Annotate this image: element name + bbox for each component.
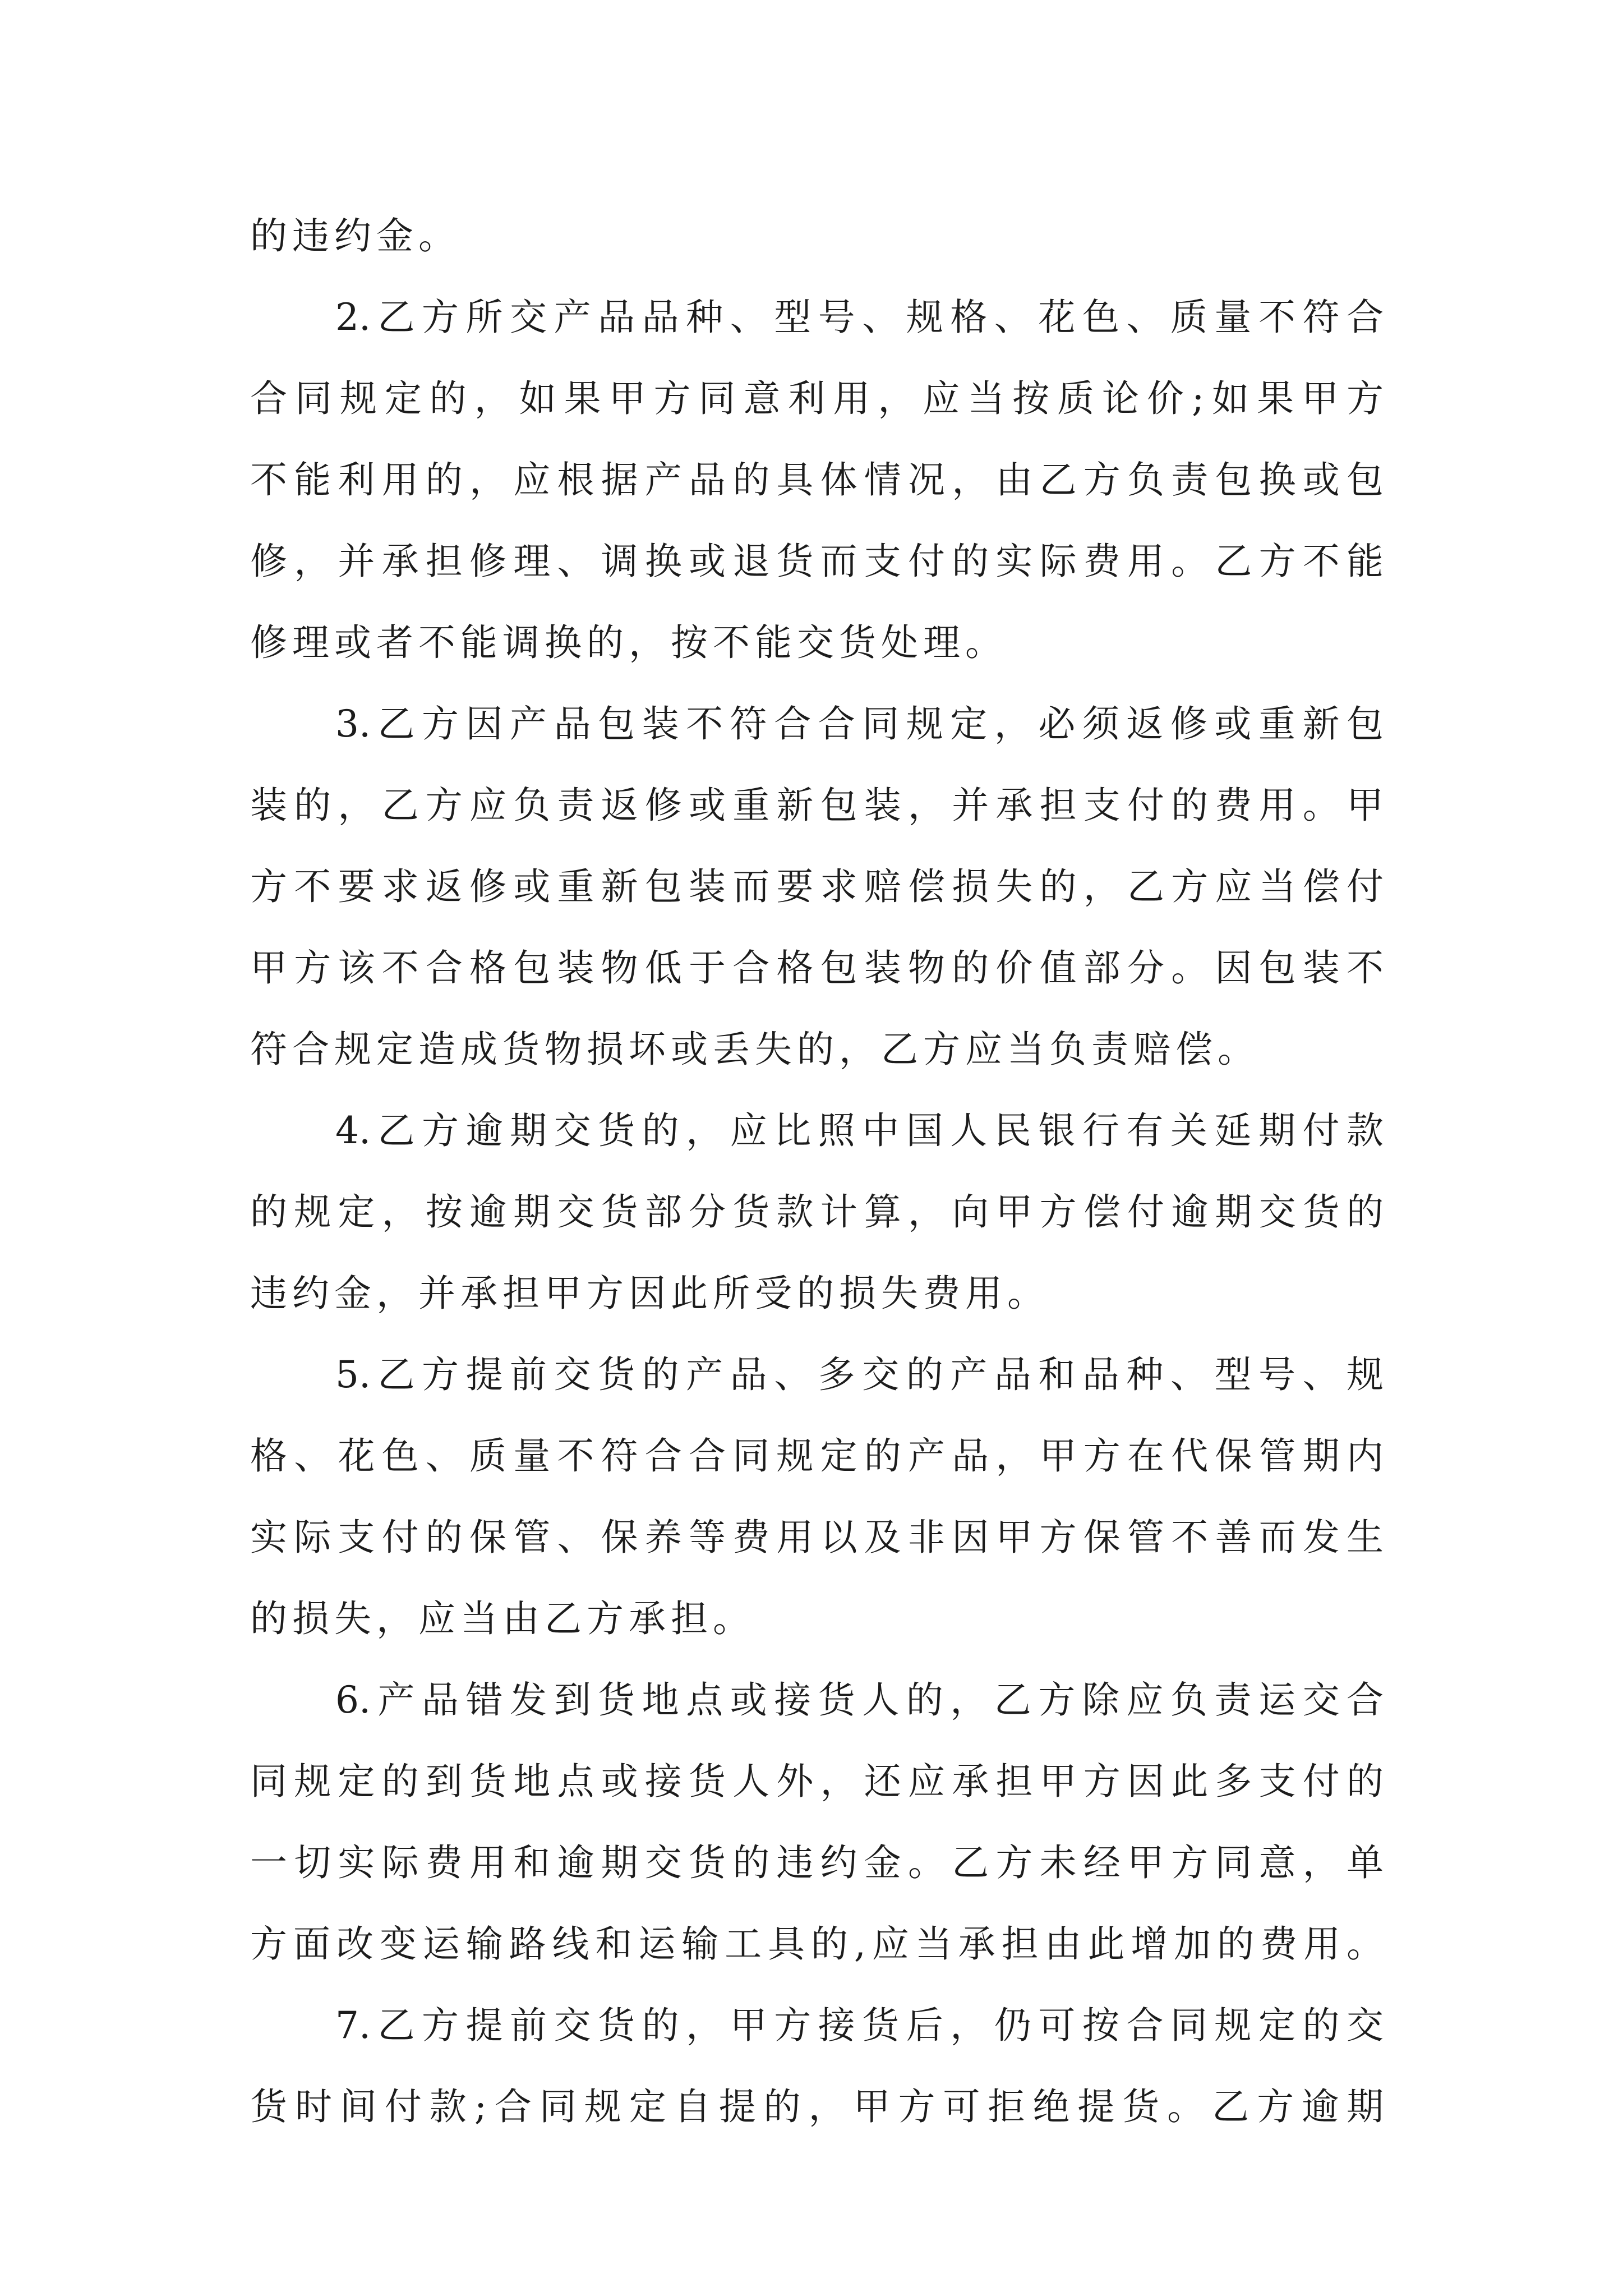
- text-line: 的违约金。: [250, 214, 460, 257]
- text-line: 的规定，按逾期交货部分货款计算，向甲方偿付逾期交货的: [250, 1190, 1384, 1234]
- clause-5-first-line: 5.乙方提前交货的产品、多交的产品和品种、型号、规: [335, 1353, 1384, 1396]
- clause-2-first-line: 2.乙方所交产品品种、型号、规格、花色、质量不符合: [335, 296, 1384, 339]
- text-line: 合同规定的，如果甲方同意利用，应当按质论价;如果甲方: [250, 377, 1384, 420]
- text-line: 装的，乙方应负责返修或重新包装，并承担支付的费用。甲: [250, 784, 1384, 827]
- text-line: 违约金，并承担甲方因此所受的损失费用。: [250, 1272, 1049, 1315]
- clause-3-first-line: 3.乙方因产品包装不符合合同规定，必须返修或重新包: [335, 702, 1384, 746]
- text-line: 格、花色、质量不符合合同规定的产品，甲方在代保管期内: [250, 1434, 1384, 1478]
- text-line: 修理或者不能调换的，按不能交货处理。: [250, 621, 1007, 664]
- clause-7-first-line: 7.乙方提前交货的，甲方接货后，仍可按合同规定的交: [335, 2004, 1384, 2047]
- text-line: 方面改变运输路线和运输工具的,应当承担由此增加的费用。: [250, 1922, 1384, 1966]
- clause-4-first-line: 4.乙方逾期交货的，应比照中国人民银行有关延期付款: [335, 1109, 1384, 1152]
- text-line: 货时间付款;合同规定自提的，甲方可拒绝提货。乙方逾期: [250, 2085, 1384, 2128]
- text-line: 甲方该不合格包装物低于合格包装物的价值部分。因包装不: [250, 946, 1384, 990]
- text-line: 的损失，应当由乙方承担。: [250, 1597, 755, 1640]
- clause-6-first-line: 6.产品错发到货地点或接货人的，乙方除应负责运交合: [335, 1678, 1384, 1722]
- text-line: 不能利用的，应根据产品的具体情况，由乙方负责包换或包: [250, 458, 1384, 501]
- contract-body-text: [250, 195, 1384, 2147]
- text-line: 同规定的到货地点或接货人外，还应承担甲方因此多支付的: [250, 1760, 1384, 1803]
- text-line: 方不要求返修或重新包装而要求赔偿损失的，乙方应当偿付: [250, 865, 1384, 908]
- text-line: 修，并承担修理、调换或退货而支付的实际费用。乙方不能: [250, 540, 1384, 583]
- text-line: 符合规定造成货物损坏或丢失的，乙方应当负责赔偿。: [250, 1028, 1260, 1071]
- text-line: 实际支付的保管、保养等费用以及非因甲方保管不善而发生: [250, 1516, 1384, 1559]
- text-line: 一切实际费用和逾期交货的违约金。乙方未经甲方同意，单: [250, 1841, 1384, 1884]
